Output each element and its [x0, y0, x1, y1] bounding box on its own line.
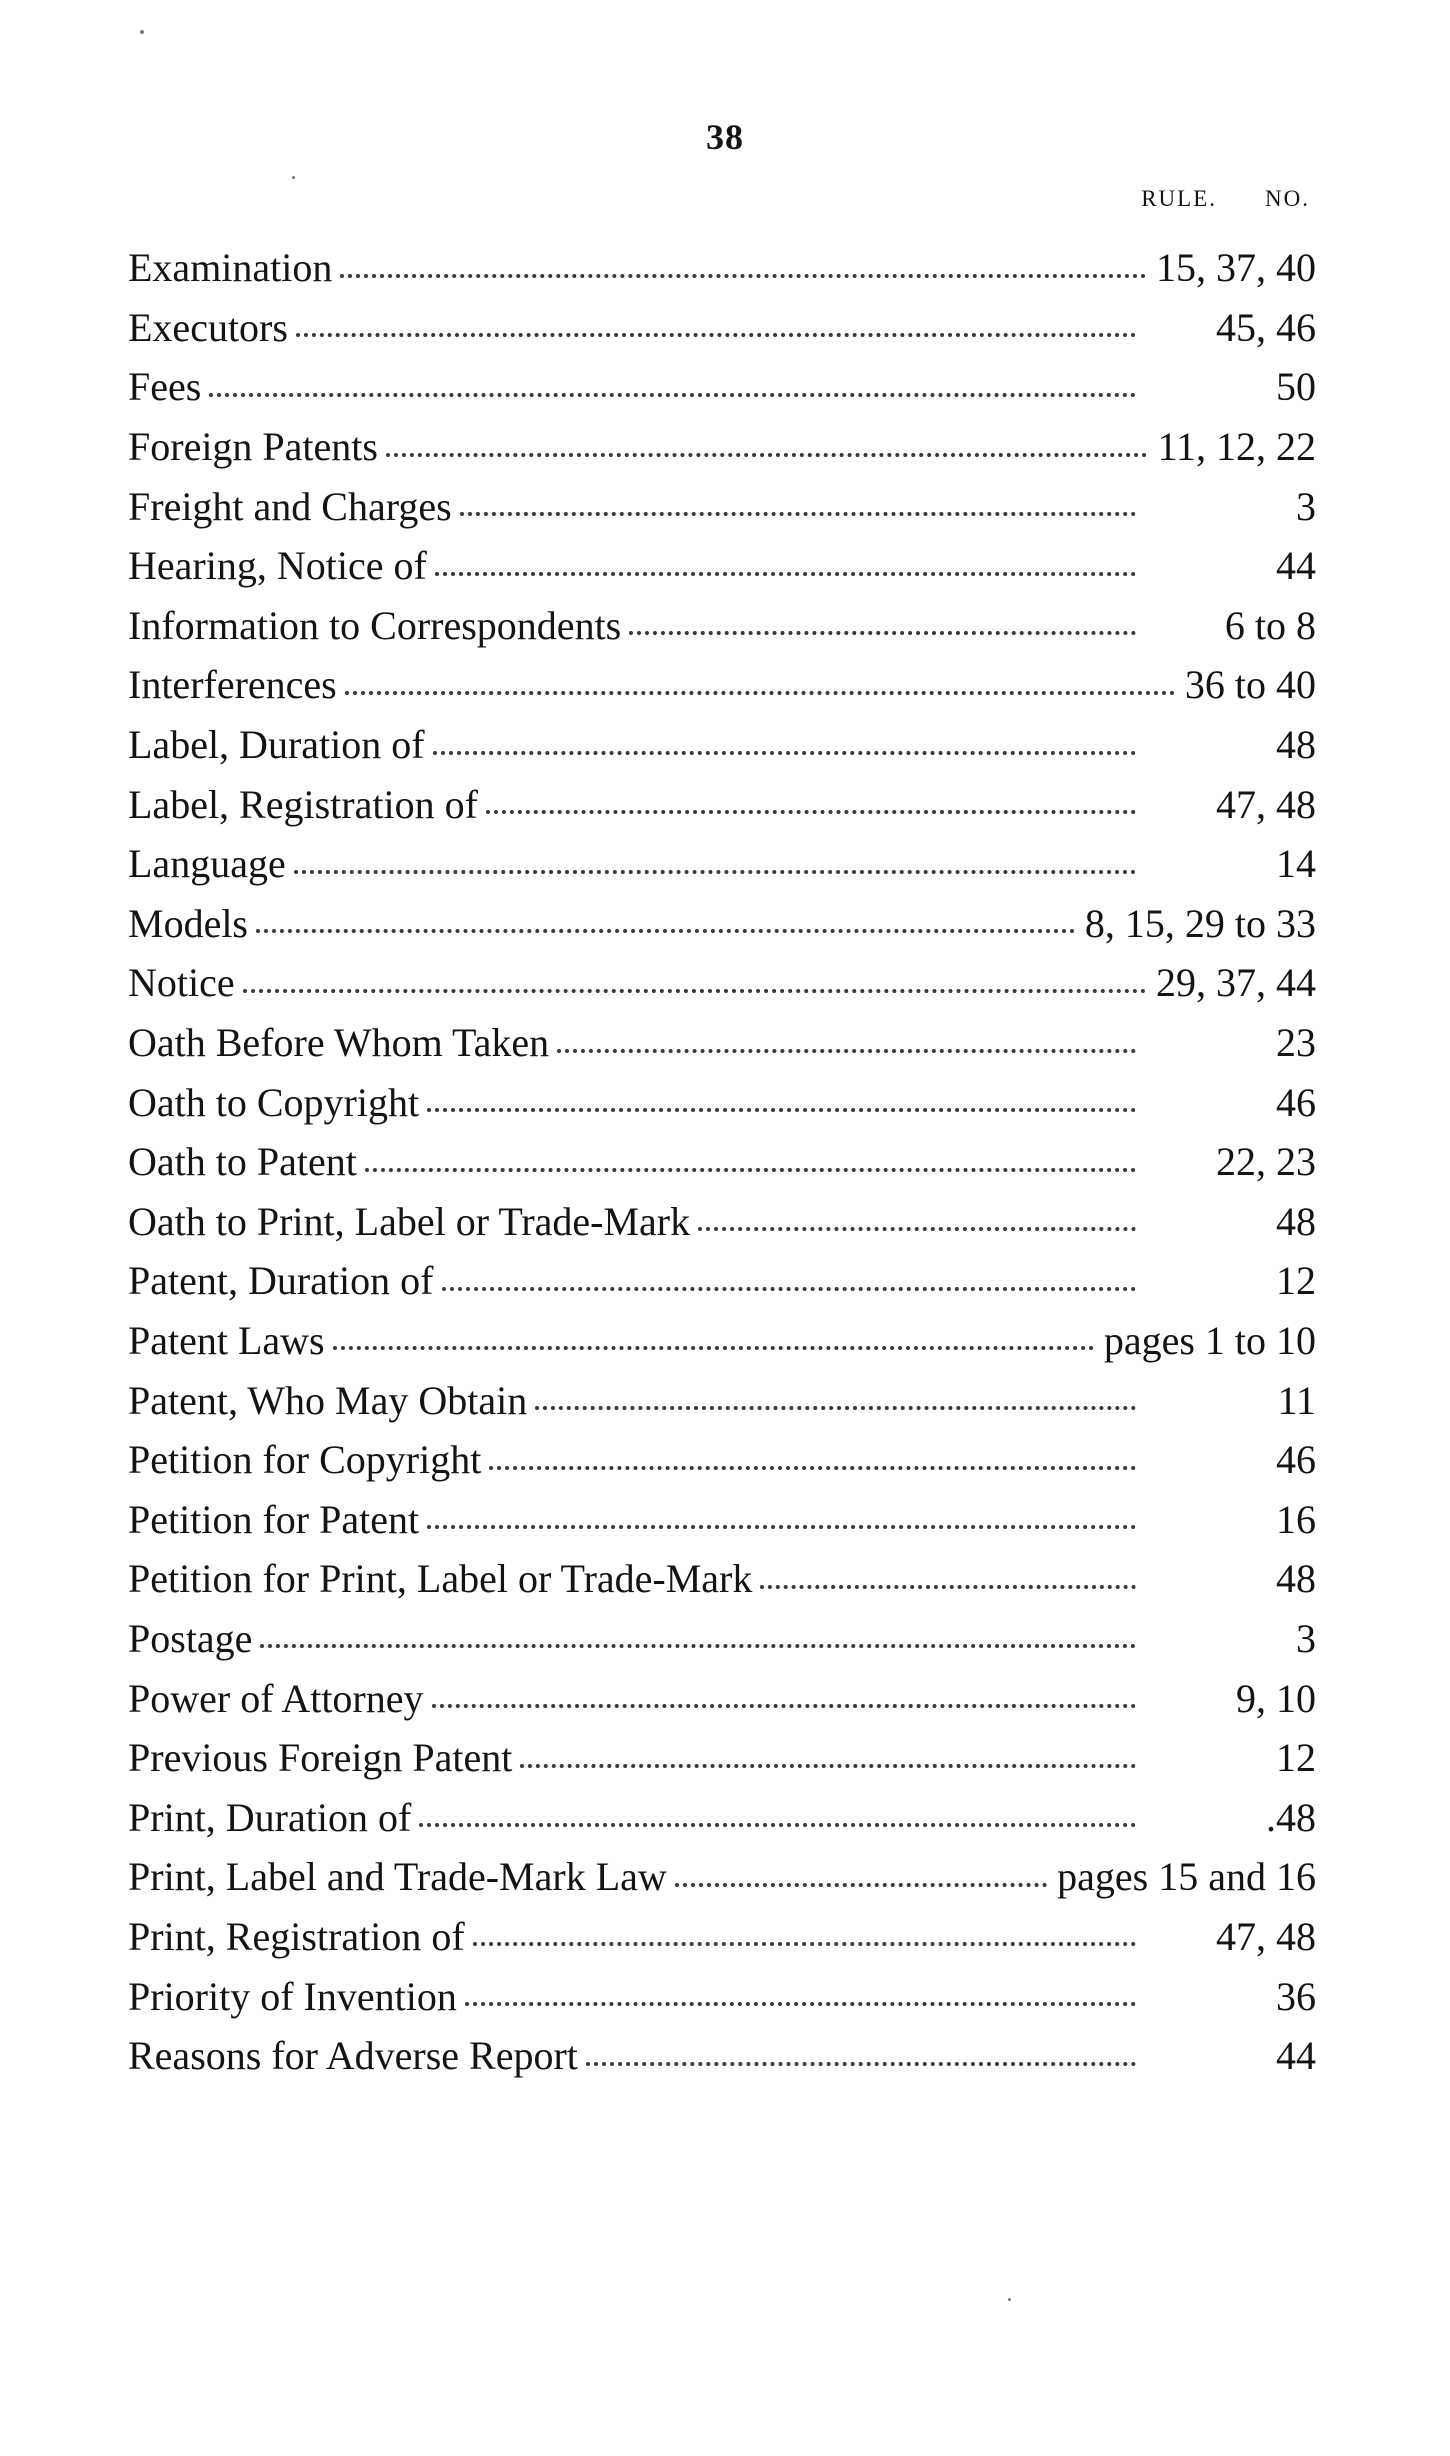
index-term: Hearing, Notice of	[128, 543, 427, 589]
dot-leader	[243, 989, 1146, 993]
index-entry	[128, 1013, 1316, 1073]
column-header	[1141, 186, 1310, 212]
index-entry	[128, 1549, 1316, 1609]
index-entry	[128, 1966, 1316, 2026]
dot-leader	[260, 1644, 1136, 1648]
page-speck	[1008, 2298, 1011, 2301]
index-term: Petition for Copyright	[128, 1437, 482, 1483]
rule-reference: 48	[1276, 722, 1316, 768]
index-entry	[128, 596, 1316, 656]
index-entry	[128, 715, 1316, 775]
index-term: Label, Duration of	[128, 722, 425, 768]
rule-reference: 9, 10	[1236, 1675, 1316, 1721]
index-term: Previous Foreign Patent	[128, 1735, 513, 1781]
index-entry	[128, 1370, 1316, 1430]
dot-leader	[675, 1883, 1047, 1887]
index-entry	[128, 1907, 1316, 1967]
index-entry	[128, 1728, 1316, 1788]
index-term: Reasons for Adverse Report	[128, 2033, 578, 2079]
index-entry	[128, 417, 1316, 477]
index-term: Patent, Who May Obtain	[128, 1377, 528, 1423]
rule-reference: 14	[1276, 841, 1316, 887]
index-entry	[128, 1609, 1316, 1669]
index-term: Foreign Patents	[128, 424, 378, 470]
index-entry	[128, 1489, 1316, 1549]
dot-leader	[419, 1823, 1136, 1827]
index-entry	[128, 1668, 1316, 1728]
rule-reference: 23	[1276, 1020, 1316, 1066]
index-entry	[128, 894, 1316, 954]
dot-leader	[435, 572, 1136, 576]
index-entry	[128, 655, 1316, 715]
rule-reference: 15, 37, 40	[1156, 245, 1316, 291]
index-entry	[128, 2026, 1316, 2086]
dot-leader	[340, 274, 1146, 278]
dot-leader	[557, 1049, 1136, 1053]
dot-leader	[629, 631, 1136, 635]
dot-leader	[535, 1406, 1136, 1410]
index-term: Power of Attorney	[128, 1675, 424, 1721]
index-term: Interferences	[128, 662, 337, 708]
index-term: Print, Duration of	[128, 1794, 412, 1840]
rule-reference: 22, 23	[1216, 1139, 1316, 1185]
index-term: Examination	[128, 245, 333, 291]
index-entry	[128, 774, 1316, 834]
index-entry	[128, 1072, 1316, 1132]
rule-reference: 48	[1276, 1198, 1316, 1244]
rule-reference: 50	[1276, 364, 1316, 410]
dot-leader	[294, 870, 1136, 874]
index-entry	[128, 357, 1316, 417]
rule-reference: 44	[1276, 2033, 1316, 2079]
index-list	[128, 238, 1316, 2085]
index-term: Notice	[128, 960, 235, 1006]
index-entry	[128, 1132, 1316, 1192]
dot-leader	[442, 1287, 1137, 1291]
rule-reference: 16	[1276, 1496, 1316, 1542]
rule-reference: 29, 37, 44	[1156, 960, 1316, 1006]
index-term: Priority of Invention	[128, 1973, 457, 2019]
index-term: Patent Laws	[128, 1317, 325, 1363]
rule-reference: 36 to 40	[1184, 662, 1316, 708]
rule-reference: pages 1 to 10	[1103, 1317, 1316, 1363]
dot-leader	[365, 1168, 1136, 1172]
rule-reference: 46	[1276, 1437, 1316, 1483]
rule-reference: 3	[1296, 1615, 1316, 1661]
rule-column-label: RULE.	[1141, 186, 1218, 211]
dot-leader	[473, 1942, 1136, 1946]
index-term: Oath to Copyright	[128, 1079, 420, 1125]
index-term: Print, Registration of	[128, 1913, 465, 1959]
dot-leader	[345, 691, 1175, 695]
rule-reference: 12	[1276, 1735, 1316, 1781]
rule-reference: 44	[1276, 543, 1316, 589]
dot-leader	[296, 333, 1136, 337]
index-term: Information to Correspondents	[128, 602, 622, 648]
dot-leader	[698, 1227, 1136, 1231]
dot-leader	[386, 453, 1148, 457]
dot-leader	[520, 1764, 1136, 1768]
index-term: Patent, Duration of	[128, 1258, 434, 1304]
rule-reference: 45, 46	[1216, 304, 1316, 350]
dot-leader	[427, 1108, 1136, 1112]
rule-reference: 11, 12, 22	[1157, 424, 1316, 470]
index-entry	[128, 1192, 1316, 1252]
rule-reference: pages 15 and 16	[1057, 1854, 1316, 1900]
page-number: 38	[706, 117, 744, 157]
index-entry	[128, 1311, 1316, 1371]
rule-reference: 36	[1276, 1973, 1316, 2019]
index-term: Petition for Patent	[128, 1496, 420, 1542]
dot-leader	[256, 929, 1075, 933]
index-term: Postage	[128, 1615, 253, 1661]
index-term: Oath to Print, Label or Trade-Mark	[128, 1198, 691, 1244]
dot-leader	[760, 1585, 1136, 1589]
number-column-label: NO.	[1265, 186, 1310, 211]
index-term: Freight and Charges	[128, 483, 452, 529]
index-entry	[128, 1430, 1316, 1490]
index-term: Label, Registration of	[128, 781, 478, 827]
rule-reference: 47, 48	[1216, 781, 1316, 827]
index-entry	[128, 536, 1316, 596]
dot-leader	[427, 1525, 1136, 1529]
dot-leader	[586, 2062, 1136, 2066]
dot-leader	[460, 512, 1136, 516]
dot-leader	[432, 1704, 1136, 1708]
index-entry	[128, 476, 1316, 536]
dot-leader	[433, 751, 1136, 755]
index-term: Fees	[128, 364, 202, 410]
index-entry	[128, 238, 1316, 298]
rule-reference: 12	[1276, 1258, 1316, 1304]
page-speck	[292, 176, 295, 179]
index-entry	[128, 1251, 1316, 1311]
rule-reference: 48	[1276, 1556, 1316, 1602]
index-term: Executors	[128, 304, 288, 350]
index-entry	[128, 298, 1316, 358]
index-term: Language	[128, 841, 286, 887]
index-term: Oath to Patent	[128, 1139, 357, 1185]
index-entry	[128, 953, 1316, 1013]
dot-leader	[486, 810, 1136, 814]
rule-reference: 11	[1277, 1377, 1316, 1423]
page-speck	[140, 30, 144, 34]
index-entry	[128, 834, 1316, 894]
rule-reference: 8, 15, 29 to 33	[1084, 900, 1316, 946]
index-entry	[128, 1787, 1316, 1847]
dot-leader	[489, 1466, 1136, 1470]
rule-reference: 47, 48	[1216, 1913, 1316, 1959]
index-term: Oath Before Whom Taken	[128, 1020, 550, 1066]
index-term: Models	[128, 900, 248, 946]
dot-leader	[465, 2002, 1136, 2006]
rule-reference: .48	[1266, 1794, 1316, 1840]
index-entry	[128, 1847, 1316, 1907]
dot-leader	[209, 393, 1136, 397]
dot-leader	[333, 1346, 1094, 1350]
rule-reference: 46	[1276, 1079, 1316, 1125]
index-term: Petition for Print, Label or Trade-Mark	[128, 1556, 753, 1602]
rule-reference: 6 to 8	[1224, 602, 1316, 648]
rule-reference: 3	[1296, 483, 1316, 529]
index-term: Print, Label and Trade-Mark Law	[128, 1854, 667, 1900]
